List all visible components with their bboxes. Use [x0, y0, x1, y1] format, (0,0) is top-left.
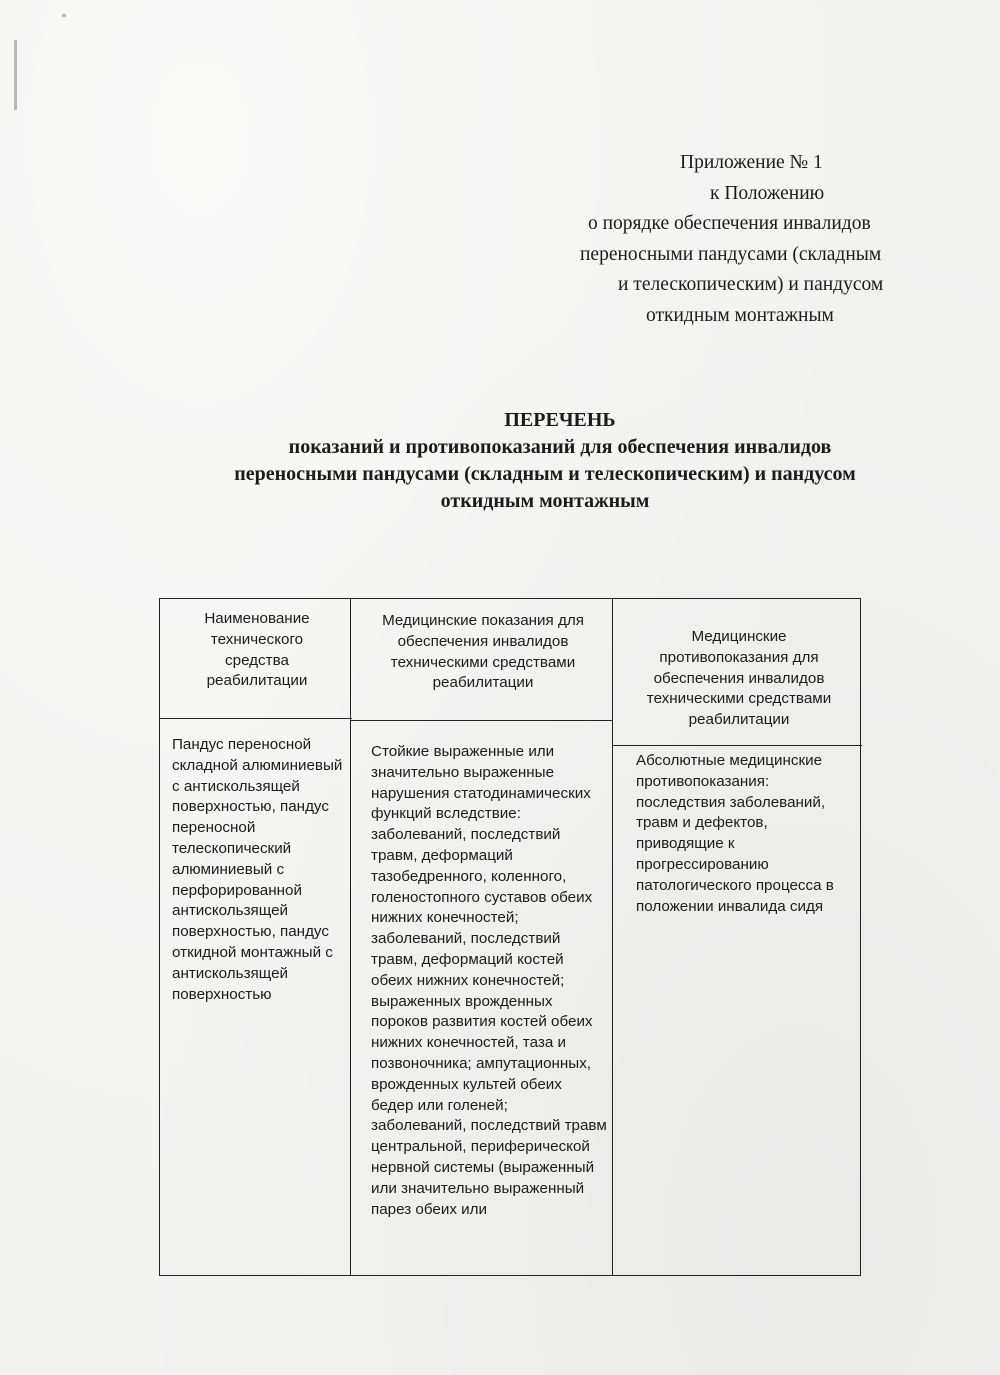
table-cell-indications: Стойкие выраженные или значительно выраженные нарушения статодинамических функций вследствие: заболеваний, последствий травм, деформаций тазобедренного, коленного, голеностопного суставов обеих нижних конечностей; заболеваний, последствий травм, деформаций костей обеих нижних конечностей; выраженных врожденных пороков развития костей обеих нижних конечностей, таза и позвоночника; ампутационных, врожденных культей обеих бедер или голеней; заболеваний, последствий травм центральной, периферической нервной системы (выраженный или значительно выраженный парез обеих или	[371, 743, 607, 1218]
appendix-regulation-line: переносными пандусами (складным	[580, 243, 882, 265]
title-main: ПЕРЕЧЕНЬ	[504, 409, 616, 431]
table-cell-contraindications: Абсолютные медицинские противопоказания: последствия заболеваний, травм и дефектов, приводящие к прогрессированию патологического процесса в положении инвалида сидя	[636, 752, 834, 915]
appendix-header	[560, 148, 980, 331]
header-row-divider	[160, 718, 352, 719]
header-row-divider	[612, 745, 862, 746]
appendix-number: Приложение № 1	[680, 152, 823, 173]
header-row-divider	[351, 720, 613, 721]
document-title	[160, 407, 970, 515]
indications-table	[159, 598, 861, 1276]
appendix-regulation-line: и телескопическим) и пандусом	[618, 274, 884, 295]
table-header-cell: Медицинские показания для обеспечения инвалидов техническими средствами реабилитации	[382, 612, 584, 692]
title-line: переносными пандусами (складным и телескопическим) и пандусом	[234, 463, 856, 485]
scan-edge-mark	[62, 14, 66, 17]
scan-edge-mark	[14, 40, 17, 110]
appendix-regulation-line: о порядке обеспечения инвалидов	[588, 213, 871, 234]
column-divider	[350, 599, 351, 1275]
table-header-cell: Медицинские противопоказания для обеспечения инвалидов техническими средствами реабилитации	[646, 628, 832, 729]
appendix-regulation-line: откидным монтажным	[646, 304, 834, 326]
table-header-cell: Наименование технического средства реабилитации	[204, 610, 310, 690]
column-divider	[612, 599, 613, 1275]
appendix-reference: к Положению	[710, 182, 825, 204]
title-line: показаний и противопоказаний для обеспечения инвалидов	[288, 436, 832, 458]
title-line: откидным монтажным	[440, 490, 650, 512]
table-cell-name: Пандус переносной складной алюминиевый с антискользящей поверхностью, пандус переносной телескопический алюминиевый с перфорированной антискользящей поверхностью, пандус откидной монтажный с антискользящей поверхностью	[172, 736, 343, 1003]
